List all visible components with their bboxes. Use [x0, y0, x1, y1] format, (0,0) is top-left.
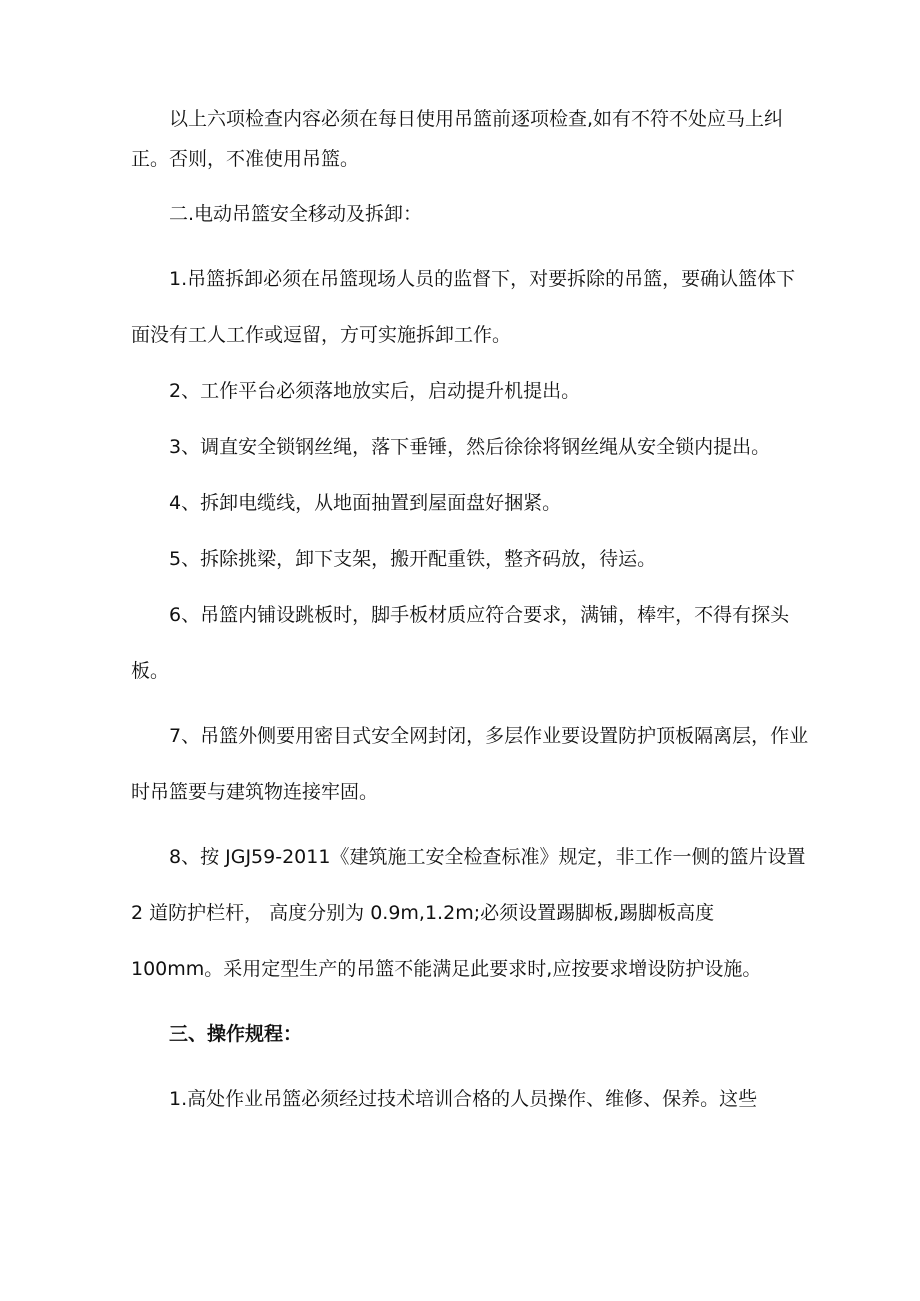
paragraph-item-3: 3、调直安全锁钢丝绳，落下垂锤，然后徐徐将钢丝绳从安全锁内提出。	[169, 436, 771, 458]
paragraph-item-2: 2、工作平台必须落地放实后，启动提升机提出。	[169, 380, 581, 402]
paragraph-operation-1: 1.高处作业吊篮必须经过技术培训合格的人员操作、维修、保养。这些	[169, 1088, 758, 1110]
paragraph-item-8: 8、按 JGJ59-2011《建筑施工安全检查标准》规定，非工作一侧的篮片设置 2 道防护栏杆， 高度分别为 0.9m,1.2m;必须设置踢脚板,踢脚板高度 100mm。采用定型生产的吊篮不能满足此要求时,应按要求增设防护设施。	[131, 846, 806, 980]
paragraph-item-5: 5、拆除挑梁，卸下支架，搬开配重铁，整齐码放，待运。	[169, 548, 657, 570]
paragraph-item-1: 1.吊篮拆卸必须在吊篮现场人员的监督下，对要拆除的吊篮，要确认篮体下面没有工人工作或逗留，方可实施拆卸工作。	[131, 268, 796, 346]
section-heading-operation-rules: 三、操作规程：	[169, 1023, 303, 1045]
paragraph-item-6: 6、吊篮内铺设跳板时，脚手板材质应符合要求，满铺，棒牢，不得有探头板。	[131, 604, 790, 682]
section-heading-move-dismantle: 二.电动吊篮安全移动及拆卸：	[169, 203, 423, 225]
paragraph-daily-check: 以上六项检查内容必须在每日使用吊篮前逐项检查,如有不符不处应马上纠正。否则，不准使用吊篮。	[131, 108, 784, 170]
paragraph-item-7: 7、吊篮外侧要用密目式安全网封闭，多层作业要设置防护顶板隔离层，作业时吊篮要与建筑物连接牢固。	[131, 725, 809, 803]
paragraph-item-4: 4、拆卸电缆线，从地面抽置到屋面盘好捆紧。	[169, 492, 562, 514]
document-body	[131, 99, 811, 1127]
